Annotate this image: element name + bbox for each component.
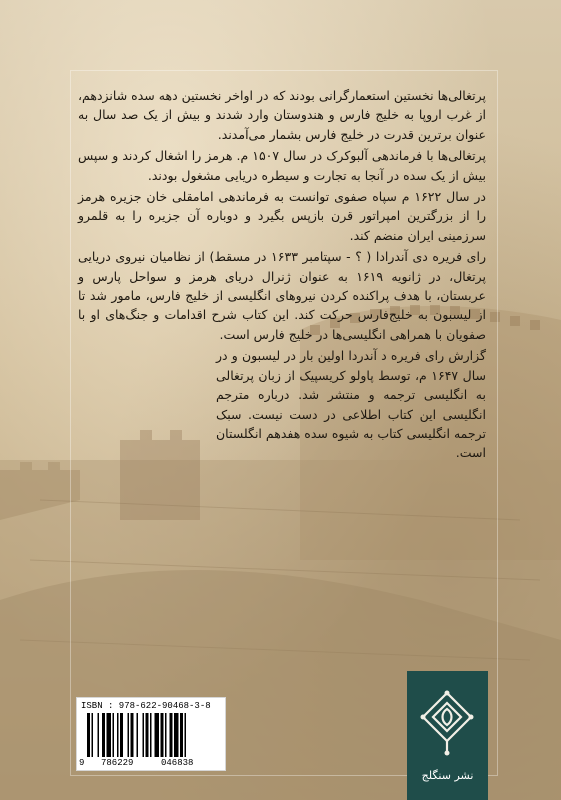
barcode-bar — [102, 713, 105, 757]
isbn-text: ISBN : 978-622-90468-3-8 — [81, 701, 211, 711]
ornamental-emblem-icon — [417, 689, 477, 759]
barcode-bar — [117, 713, 119, 757]
synopsis-paragraph-3: در سال ۱۶۲۲ م سپاه صفوی توانست به فرماندهی امامقلی خان جزیره هرمز را از بزرگترین امپراتور قرن بازپس بگیرد و دوباره آن جزیره را به قلمرو سرزمینی ایران منضم کند. — [78, 189, 486, 243]
barcode-bar — [137, 713, 139, 757]
barcode-digits-left: 786229 — [101, 758, 134, 768]
barcode-bars — [87, 713, 215, 757]
barcode-bar — [131, 713, 134, 757]
barcode-bar — [150, 713, 152, 757]
barcode-bar — [146, 713, 149, 757]
barcode-digit-lead: 9 — [79, 758, 85, 768]
barcode-bar — [120, 713, 123, 757]
synopsis-text — [78, 86, 486, 465]
barcode-bar — [185, 713, 187, 757]
barcode-bar — [170, 713, 173, 757]
synopsis-paragraph-1: پرتغالی‌ها نخستین استعمارگرانی بودند که در اواخر نخستین دهه سده شانزدهم، از غرب اروپا به خلیج فارس و هندوستان وارد شدند و بیش از یک صد سال به عنوان برترین قدرت در خلیج فارس بشمار می‌آمدند. — [78, 88, 486, 142]
barcode-digits-right: 046838 — [161, 758, 194, 768]
barcode-bar — [128, 713, 130, 757]
synopsis-paragraph-5: گزارش رای فریره د آندردا اولین بار در لیسبون و در سال ۱۶۴۷ م، توسط پاولو کریسپیک از زبان پرتغالی به انگلیسی ترجمه و منتشر شد. درباره مترجم انگلیسی این کتاب اطلاعی در دست نیست. سبک ترجمه انگلیسی کتاب به شیوه سده هفدهم انگلستان است. — [216, 348, 486, 461]
barcode-bar — [92, 713, 94, 757]
barcode-bar — [98, 713, 100, 757]
publisher-name: نشر سنگلج — [421, 769, 474, 782]
publisher-badge — [407, 671, 488, 800]
synopsis-paragraph-4: رای فریره دی آندرادا ( ؟ - سپتامبر ۱۶۳۳ در مسقط) از نظامیان نیروی دریایی پرتغال، در ژانویه ۱۶۱۹ به عنوان ژنرال دریای هرمز و سواحل پارس و عربستان، با هدف پراکنده کردن نیروهای انگلیسی از خلیج فارس، مامور شد تا از لیسبون به خلیج‌فارس حرکت کند. این کتاب شرح اقدامات و جنگ‌های او با صفویان با همراهی انگلیسی‌ها در خلیج فارس است. — [78, 249, 486, 342]
barcode-bar — [165, 713, 167, 757]
barcode-bar — [113, 713, 115, 757]
barcode-bar — [155, 713, 160, 757]
barcode-bar — [143, 713, 145, 757]
barcode-bar — [180, 713, 183, 757]
barcode-bar — [161, 713, 164, 757]
barcode-bar — [87, 713, 90, 757]
barcode-bar — [174, 713, 179, 757]
barcode-label — [76, 697, 226, 771]
synopsis-paragraph-2: پرتغالی‌ها با فرماندهی آلبوکرک در سال ۱۵۰۷ م. هرمز را اشغال کردند و سپس بیش از یک سده در آنجا به تجارت و سیطره دریایی مشغول بودند. — [78, 148, 486, 183]
barcode-bar — [107, 713, 112, 757]
